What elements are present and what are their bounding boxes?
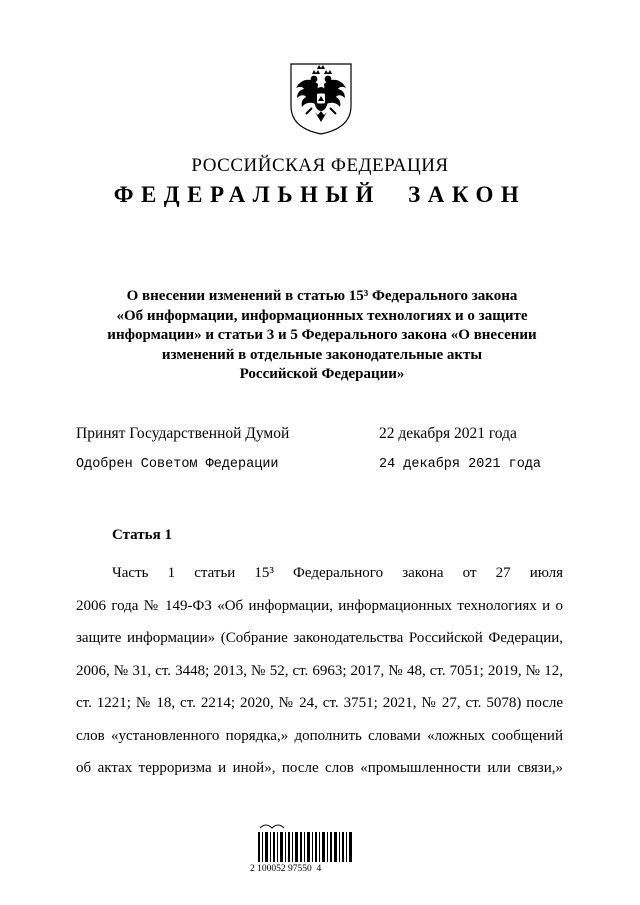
- barcode-number: 2 100052 97550 4: [250, 864, 322, 874]
- law-title-line: Российской Федерации»: [239, 366, 405, 382]
- article-text-line: защите информации» (Собрание законодательства Российской Федерации,: [76, 630, 563, 646]
- article-text-line: 2006 года № 149-ФЗ «Об информации, информационных технологиях и о: [76, 597, 563, 614]
- country-name: РОССИЙСКАЯ ФЕДЕРАЦИЯ: [191, 155, 449, 176]
- barcode-icon: [254, 820, 358, 888]
- article-text-line: ст. 1221; № 18, ст. 2214; 2020, № 24, ст. 3751; 2021, № 27, ст. 5078) после: [76, 695, 563, 711]
- adoption-row-council: [76, 457, 556, 489]
- law-title: [80, 287, 564, 385]
- law-title-line: О внесении изменений в статью 15³ Федерального закона: [126, 288, 518, 304]
- article-body: [76, 557, 563, 785]
- law-title-line: «Об информации, информационных технологиях и о защите: [116, 307, 528, 324]
- adoption-dates: [76, 425, 556, 489]
- law-title-line: изменений в отдельные законодательные акты: [161, 346, 483, 363]
- adoption-date: 24 декабря 2021 года: [379, 457, 542, 472]
- adoption-row-duma: [76, 425, 556, 457]
- article-text-line: об актах терроризма и иной», после слов «промышленности или связи,»: [76, 760, 563, 776]
- state-emblem-icon: [288, 62, 354, 136]
- article-text-line: Часть 1 статьи 15³ Федерального закона от 27 июля: [112, 565, 563, 581]
- adoption-date: 22 декабря 2021 года: [379, 425, 517, 442]
- article-text-line: 2006, № 31, ст. 3448; 2013, № 52, ст. 6963; 2017, № 48, ст. 7051; 2019, № 12,: [76, 662, 563, 679]
- adoption-label: Принят Государственной Думой: [76, 425, 290, 442]
- law-title-line: информации» и статьи 3 и 5 Федерального закона «О внесении: [107, 327, 537, 343]
- article-text-line: слов «установленного порядка,» дополнить словами «ложных сообщений: [76, 727, 563, 744]
- article-heading: Статья 1: [112, 527, 172, 543]
- law-type-heading: ФЕДЕРАЛЬНЫЙ ЗАКОН: [113, 182, 527, 207]
- adoption-label: Одобрен Советом Федерации: [76, 457, 279, 472]
